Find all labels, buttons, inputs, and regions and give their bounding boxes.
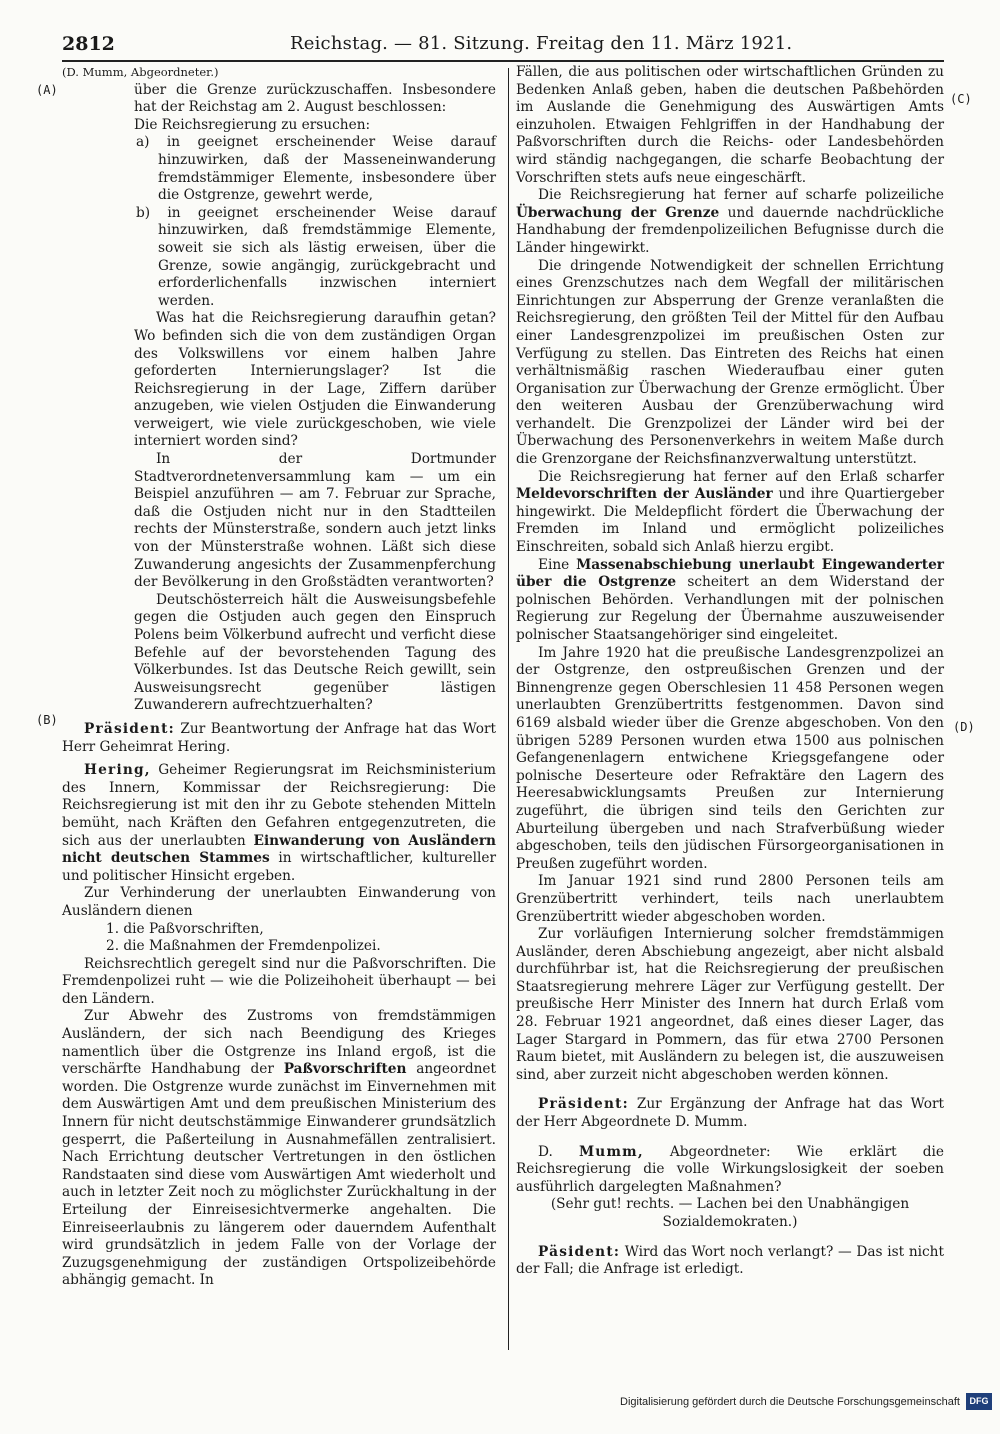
margin-mark-c: (C)	[950, 92, 972, 106]
margin-mark-d: (D)	[953, 720, 975, 734]
paragraph	[516, 1244, 944, 1279]
speaker-name: Präsident:	[84, 720, 175, 737]
speaker-name: Päsident:	[538, 1243, 621, 1260]
speaker-name: Mumm,	[578, 1143, 644, 1160]
paragraph: Deutschösterreich hält die Ausweisungsbefehle gegen die Ostjuden auch gegen den Einspruch Polens beim Völkerbund aufrecht und verficht diese Befehle auf der bevorstehenden Tagung des Völkerbundes. Ist das Deutsche Reich gewillt, sein Ausweisungsrecht gegenüber lästigen Zuwanderern aufrechtzuerhalten?	[134, 591, 496, 714]
speech-text: und ihre Quartiergeber hingewirkt. Die Meldepflicht fördert die Überwachung der Fremden im Inland und ermöglicht polizeiliches Einschreiten, sobald sich Anlaß hierzu ergibt.	[516, 486, 944, 556]
emphasis: Massenabschiebung unerlaubt Eingewanderter über die Ostgrenze	[516, 556, 944, 591]
speaker-name: Hering,	[84, 762, 151, 779]
list-item: b) in geeignet erscheinender Weise darauf hinzuwirken, daß fremdstämmige Elemente, soweit sie sich als lästig erweisen, über die Grenze, sowie angängig, zurückgebracht und erforderlichenfalls inzwischen interniert werden.	[136, 204, 496, 309]
speech-text: Die Reichsregierung hat ferner auf den Erlaß scharfer	[538, 468, 944, 485]
speech-text: Abgeordneter: Wie erklärt die Reichsregierung die volle Wirkungslosigkeit der soeben ausführlich dargelegten Maßnahmen?	[516, 1143, 945, 1195]
list-item: a) in geeignet erscheinender Weise darauf hinzuwirken, daß der Masseneinwanderung fremdstämmiger Elemente, insbesondere über die Ostgrenze, gewehrt werde,	[136, 134, 496, 204]
paragraph	[62, 721, 496, 756]
speech-text: Zur Beantwortung der Anfrage hat das Wort Herr Geheimrat Hering.	[62, 720, 496, 755]
speech-text: Zur Abwehr des Zustroms von fremdstämmigen Ausländern, der sich nach Beendigung des Krieges namentlich über die Ostgrenze ins Inland ergoß, ist die verschärfte Handhabung der	[62, 1008, 496, 1078]
interjection: (Sehr gut! rechts. — Lachen bei den Unabhängigen Sozialdemokraten.)	[550, 1196, 910, 1230]
header-rule	[62, 60, 944, 62]
paragraph	[516, 187, 944, 257]
left-column	[62, 64, 496, 1290]
paragraph: Im Jahre 1920 hat die preußische Landesgrenzpolizei an der Ostgrenze, den ostpreußischen Grenzen und der Binnengrenze gegen Oberschlesien 11 458 Personen wegen unerlaubten Grenzübertritts festgenommen. Davon sind 6169 alsbald wieder über die Grenze abgeschoben. Von den übrigen 5289 Personen wurden etwa 1500 aus polnischen Gefangenenlagern entwichene Kriegsgefangene oder polnische Deserteure oder Refraktäre den Lagern des Heeresabwicklungsamts Preußen zur Internierung zugeführt, die übrigen sind teils den Gerichten zur Aburteilung übergeben und nach Strafverbüßung wieder abgeschoben, teils den jüdischen Fürsorgeorganisationen in Preußen zugeführt worden.	[516, 644, 944, 872]
list-item: 2. die Maßnahmen der Fremdenpolizei.	[106, 938, 381, 955]
running-title: Reichstag. — 81. Sitzung. Freitag den 11. März 1921.	[290, 33, 793, 54]
speech-text: und dauernde nachdrückliche Handhabung der fremdenpolizeilichen Befugnisse durch die Länder hingewirkt.	[516, 204, 944, 256]
speaker-reference: (D. Mumm, Abgeordneter.)	[62, 65, 219, 79]
margin-mark-b: (B)	[36, 713, 58, 727]
paragraph: Fällen, die aus politischen oder wirtschaftlichen Gründen zu Bedenken Anlaß geben, haben die deutschen Paßbehörden im Auslande die Genehmigung des Auswärtigen Amts einzuholen. Etwaigen Fehlgriffen in der Handhabung der Paßvorschriften durch die Reichs- oder Landesbehörden wird ständig nachgegangen, die scharfe Beobachtung der Vorschriften stets aufs neue eingeschärft.	[516, 64, 944, 186]
paragraph	[516, 469, 944, 557]
page-number: 2812	[62, 33, 115, 55]
speech-text: Eine	[538, 556, 577, 573]
speech-text: scheitert an dem Widerstand der polnischen Behörden. Verhandlungen mit der polnischen Regierung zur Regelung der Übernahme auszuweisender polnischer Staatsangehöriger sind eingeleitet.	[516, 574, 944, 643]
paragraph: Die dringende Notwendigkeit der schnellen Errichtung eines Grenzschutzes nach dem Wegfall der militärischen Einrichtungen zur Absperrung der Grenze veranlaßten die Reichsregierung, den größten Teil der Mittel für den Aufbau einer Landesgrenzpolizei im preußischen Osten zur Verfügung zu stellen. Das Eintreten des Reichs hat einen verhältnismäßig raschen Wiederaufbau einer guten Organisation zur Überwachung der Grenze ermöglicht. Über den weiteren Ausbau der Grenzüberwachung wird verhandelt. Die Grenzpolizei der Länder wird bei der Überwachung des Personenverkehrs in weitem Maße durch die Grenzorgane der Reichsfinanzverwaltung unterstützt.	[516, 257, 944, 468]
paragraph: Zur Verhinderung der unerlaubten Einwanderung von Ausländern dienen	[62, 885, 496, 919]
paragraph: Die Reichsregierung zu ersuchen:	[134, 116, 371, 133]
speech-text: Zur Ergänzung der Anfrage hat das Wort der Herr Abgeordnete D. Mumm.	[516, 1096, 944, 1131]
column-divider	[508, 68, 509, 1350]
page-header	[62, 33, 942, 59]
speech-text: Wird das Wort noch verlangt? — Das ist nicht der Fall; die Anfrage ist erledigt.	[516, 1243, 944, 1278]
right-column	[516, 64, 944, 1279]
emphasis: Paßvorschriften	[283, 1061, 407, 1078]
paragraph: Im Januar 1921 sind rund 2800 Personen teils am Grenzübertritt verhindert, teils nach unerlaubtem Grenzübertritt wieder abgeschoben worden.	[516, 873, 944, 925]
speech-text: D.	[538, 1143, 579, 1160]
paragraph	[516, 1144, 944, 1197]
dfg-logo: DFG	[966, 1393, 992, 1410]
paragraph	[62, 1008, 496, 1290]
speech-text: angeordnet worden. Die Ostgrenze wurde zunächst im Einvernehmen mit dem Auswärtigen Amt und dem preußischen Ministerium des Innern für nicht deutschstämmige Einwanderer grundsätzlich gesperrt, die Paßerteilung in Ausnahmefällen zentralisiert. Nach Errichtung deutscher Vertretungen in den östlichen Randstaaten sind diese vom Auswärtigen Amt wiederholt und auch in letzter Zeit noch zu möglichster Zurückhaltung in der Erteilung der Einreisesichtvermerke angehalten. Die Einreiseerlaubnis zu längerem oder dauerndem Aufenthalt wird grundsätzlich in jedem Falle von der Vorlage der Zuzugsgenehmigung der zuständigen Ortspolizeibehörde abhängig gemacht. In	[62, 1061, 496, 1289]
paragraph: Reichsrechtlich geregelt sind nur die Paßvorschriften. Die Fremdenpolizei ruht — wie die Polizeihoheit überhaupt — bei den Ländern.	[62, 955, 496, 1007]
speech-text: in wirtschaftlicher, kultureller und politischer Hinsicht ergeben.	[62, 850, 497, 884]
paragraph	[62, 762, 496, 885]
paragraph	[516, 557, 944, 645]
speech-text: Die Reichsregierung hat ferner auf scharfe polizeiliche	[538, 187, 944, 204]
list-item: 1. die Paßvorschriften,	[106, 920, 264, 937]
paragraph: In der Dortmunder Stadtverordnetenversammlung kam — um ein Beispiel anzuführen — am 7. Februar zur Sprache, daß die Ostjuden nicht nur in den Stadtteilen rechts der Münsterstraße, sondern auch jetzt links von der Münsterstraße wohnen. Läßt sich diese Zuwanderung angesichts der Zusammenpferchung der Bevölkerung in den Großstädten verantworten?	[134, 451, 496, 591]
speech-text: Geheimer Regierungsrat im Reichsministerium des Innern, Kommissar der Reichsregierung: Die Reichsregierung ist mit den ihr zu Gebote stehenden Mitteln bemüht, nach Kräften den Gefahren entgegenzutreten, die sich aus der unerlaubten	[62, 762, 496, 849]
paragraph: über die Grenze zurückzuschaffen. Insbesondere hat der Reichstag am 2. August beschlossen:	[134, 81, 496, 116]
paragraph: Was hat die Reichsregierung daraufhin getan? Wo befinden sich die von dem zuständigen Organ des Volkswillens vor einem halben Jahre geforderten Internierungslager? Ist die Reichsregierung in der Lage, Ziffern darüber anzugeben, wie vielen Ostjuden die Einwanderung verweigert, wie viele zurückgeschoben, wie viele interniert worden sind?	[134, 310, 496, 450]
paragraph: Zur vorläufigen Internierung solcher fremdstämmigen Ausländer, deren Abschiebung angezeigt, aber nicht alsbald durchführbar ist, hat die Reichsregierung der preußischen Staatsregierung mehrere Läger zur Verfügung gestellt. Der preußische Herr Minister des Innern hat durch Erlaß vom 28. Februar 1921 angeordnet, daß eines dieser Lager, das Lager Stargard in Pommern, das für etwa 2700 Personen Raum bietet, mit Ausländern zu belegen ist, die auszuweisen sind, aber zurzeit nicht abgeschoben werden können.	[516, 926, 944, 1083]
margin-mark-a: (A)	[36, 83, 58, 97]
digitization-credit: Digitalisierung gefördert durch die Deutsche Forschungsgemeinschaft	[620, 1396, 960, 1408]
emphasis: Einwanderung von Ausländern nicht deutschen Stammes	[62, 832, 496, 867]
paragraph	[516, 1096, 944, 1131]
emphasis: Meldevorschriften der Ausländer	[516, 486, 773, 503]
emphasis: Überwachung der Grenze	[516, 204, 720, 221]
speaker-name: Präsident:	[538, 1096, 629, 1113]
